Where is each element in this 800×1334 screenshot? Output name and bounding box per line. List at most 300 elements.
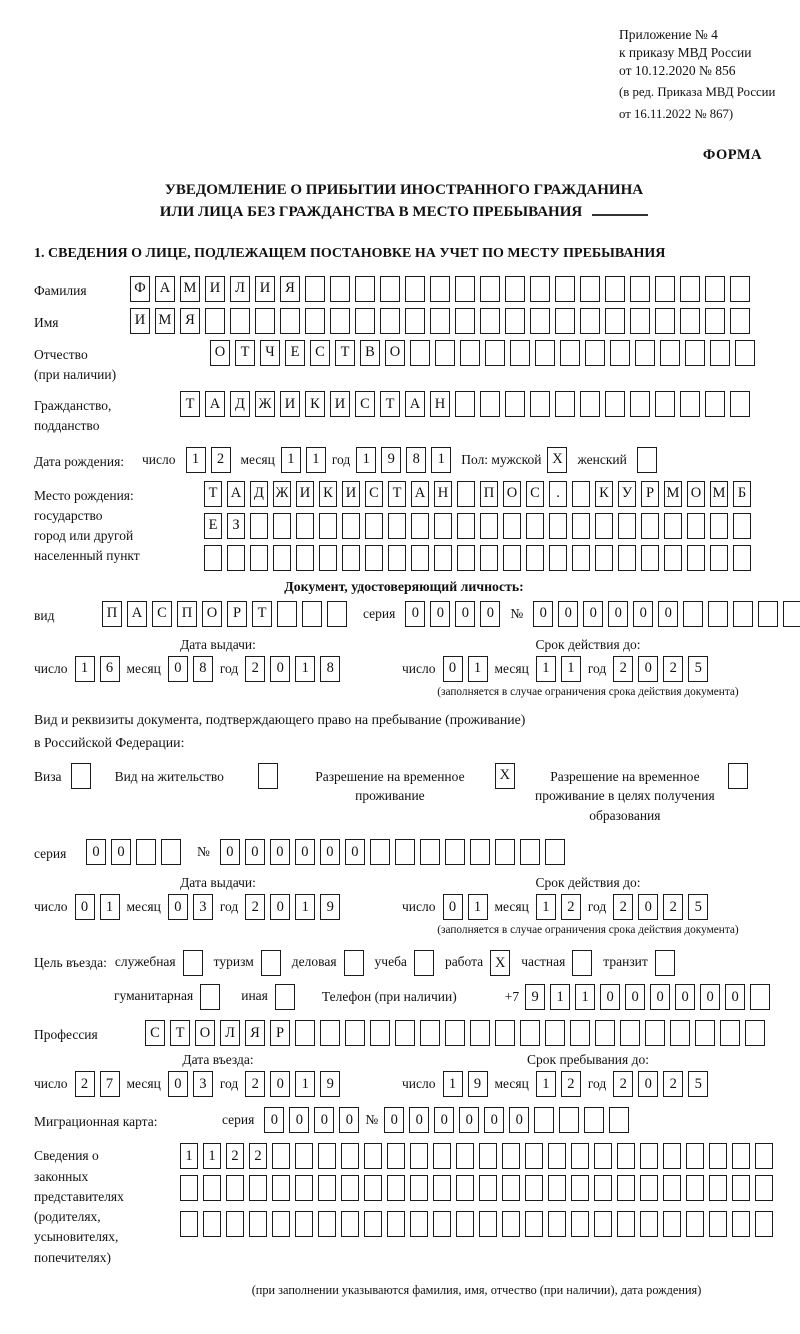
char-cell[interactable]: Л [220,1020,240,1046]
purpose-transit-checkbox[interactable] [655,950,675,976]
char-cell[interactable] [342,513,360,539]
char-cell[interactable]: Я [180,308,200,334]
char-cell[interactable]: 0 [409,1107,429,1133]
char-cell[interactable]: 0 [168,656,188,682]
char-cell[interactable]: О [202,601,222,627]
char-cell[interactable] [380,308,400,334]
char-cell[interactable] [445,839,465,865]
char-cell[interactable] [370,839,390,865]
char-cell[interactable]: 1 [536,1071,556,1097]
char-cell[interactable]: 1 [75,656,95,682]
char-cell[interactable]: 0 [558,601,578,627]
char-cell[interactable]: Т [252,601,272,627]
char-cell[interactable] [318,1143,336,1169]
char-cell[interactable]: 2 [226,1143,244,1169]
char-cell[interactable]: 2 [613,656,633,682]
char-cell[interactable]: Р [270,1020,290,1046]
char-cell[interactable]: 0 [339,1107,359,1133]
char-cell[interactable] [735,340,755,366]
char-cell[interactable] [572,481,590,507]
char-cell[interactable] [203,1211,221,1237]
char-cell[interactable] [559,1107,579,1133]
char-cell[interactable] [732,1175,750,1201]
char-cell[interactable]: А [155,276,175,302]
purpose-private-checkbox[interactable] [572,950,592,976]
char-cell[interactable] [733,545,751,571]
char-cell[interactable]: 0 [533,601,553,627]
char-cell[interactable] [733,601,753,627]
char-cell[interactable] [635,340,655,366]
char-cell[interactable] [750,984,770,1010]
char-cell[interactable]: 0 [270,656,290,682]
char-cell[interactable] [710,340,730,366]
purpose-business-checkbox[interactable] [344,950,364,976]
char-cell[interactable] [370,1020,390,1046]
char-cell[interactable]: 0 [633,601,653,627]
char-cell[interactable] [560,340,580,366]
char-cell[interactable] [595,545,613,571]
char-cell[interactable] [645,1020,665,1046]
char-cell[interactable]: 1 [295,1071,315,1097]
char-cell[interactable]: 3 [193,894,213,920]
char-cell[interactable] [708,601,728,627]
char-cell[interactable]: 0 [434,1107,454,1133]
char-cell[interactable]: У [618,481,636,507]
char-cell[interactable]: 2 [561,1071,581,1097]
char-cell[interactable]: 0 [480,601,500,627]
char-cell[interactable] [405,308,425,334]
char-cell[interactable] [520,1020,540,1046]
char-cell[interactable] [230,308,250,334]
char-cell[interactable]: Н [430,391,450,417]
char-cell[interactable] [530,276,550,302]
char-cell[interactable]: 2 [245,894,265,920]
char-cell[interactable] [455,308,475,334]
char-cell[interactable] [663,1211,681,1237]
char-cell[interactable] [510,340,530,366]
char-cell[interactable] [503,545,521,571]
purpose-other-checkbox[interactable] [275,984,295,1010]
char-cell[interactable] [342,545,360,571]
char-cell[interactable] [525,1143,543,1169]
char-cell[interactable]: А [205,391,225,417]
char-cell[interactable] [456,1211,474,1237]
char-cell[interactable] [495,1020,515,1046]
char-cell[interactable]: 0 [86,839,106,865]
char-cell[interactable] [640,1175,658,1201]
purpose-work-checkbox[interactable]: X [490,950,510,976]
char-cell[interactable] [584,1107,604,1133]
char-cell[interactable]: Р [227,601,247,627]
char-cell[interactable] [355,308,375,334]
char-cell[interactable]: 0 [345,839,365,865]
char-cell[interactable]: 0 [405,601,425,627]
char-cell[interactable] [655,391,675,417]
char-cell[interactable]: 1 [356,447,376,473]
char-cell[interactable] [457,481,475,507]
char-cell[interactable] [630,308,650,334]
char-cell[interactable]: 2 [245,656,265,682]
char-cell[interactable] [305,308,325,334]
char-cell[interactable] [319,545,337,571]
char-cell[interactable] [655,308,675,334]
char-cell[interactable] [730,308,750,334]
char-cell[interactable] [535,340,555,366]
char-cell[interactable] [705,391,725,417]
char-cell[interactable] [420,1020,440,1046]
char-cell[interactable]: 0 [111,839,131,865]
char-cell[interactable] [430,276,450,302]
temp-residence-checkbox[interactable]: X [495,763,515,789]
char-cell[interactable] [594,1211,612,1237]
char-cell[interactable] [295,1211,313,1237]
char-cell[interactable] [430,308,450,334]
char-cell[interactable]: И [280,391,300,417]
char-cell[interactable] [505,276,525,302]
char-cell[interactable]: Т [180,391,200,417]
char-cell[interactable] [433,1143,451,1169]
char-cell[interactable]: Ф [130,276,150,302]
char-cell[interactable] [410,1175,428,1201]
char-cell[interactable]: П [177,601,197,627]
char-cell[interactable]: Т [170,1020,190,1046]
char-cell[interactable]: 0 [443,656,463,682]
char-cell[interactable] [549,545,567,571]
char-cell[interactable] [548,1143,566,1169]
sex-male-checkbox[interactable]: X [547,447,567,473]
char-cell[interactable]: Д [230,391,250,417]
char-cell[interactable]: А [227,481,245,507]
char-cell[interactable]: 2 [245,1071,265,1097]
char-cell[interactable] [387,1211,405,1237]
char-cell[interactable] [686,1175,704,1201]
char-cell[interactable] [526,513,544,539]
char-cell[interactable]: 0 [289,1107,309,1133]
char-cell[interactable] [526,545,544,571]
char-cell[interactable] [502,1143,520,1169]
char-cell[interactable] [709,1211,727,1237]
char-cell[interactable]: 0 [658,601,678,627]
char-cell[interactable] [549,513,567,539]
char-cell[interactable]: 1 [431,447,451,473]
char-cell[interactable] [295,1020,315,1046]
char-cell[interactable] [455,391,475,417]
char-cell[interactable]: 3 [193,1071,213,1097]
char-cell[interactable] [685,340,705,366]
char-cell[interactable] [435,340,455,366]
char-cell[interactable]: 9 [525,984,545,1010]
char-cell[interactable]: 1 [186,447,206,473]
char-cell[interactable]: 2 [663,1071,683,1097]
char-cell[interactable]: 8 [320,656,340,682]
char-cell[interactable] [305,276,325,302]
char-cell[interactable] [161,839,181,865]
char-cell[interactable]: 1 [550,984,570,1010]
char-cell[interactable] [365,513,383,539]
char-cell[interactable]: 1 [536,656,556,682]
char-cell[interactable] [595,513,613,539]
char-cell[interactable] [250,545,268,571]
char-cell[interactable] [341,1175,359,1201]
char-cell[interactable] [680,391,700,417]
char-cell[interactable]: 9 [381,447,401,473]
char-cell[interactable]: 1 [536,894,556,920]
char-cell[interactable] [755,1143,773,1169]
residence-permit-checkbox[interactable] [258,763,278,789]
char-cell[interactable] [226,1175,244,1201]
char-cell[interactable] [680,308,700,334]
char-cell[interactable]: Я [245,1020,265,1046]
char-cell[interactable]: М [664,481,682,507]
char-cell[interactable] [457,513,475,539]
char-cell[interactable] [480,513,498,539]
char-cell[interactable]: С [145,1020,165,1046]
char-cell[interactable]: 0 [484,1107,504,1133]
char-cell[interactable]: И [255,276,275,302]
char-cell[interactable] [410,340,430,366]
char-cell[interactable] [204,545,222,571]
char-cell[interactable] [405,276,425,302]
char-cell[interactable] [433,1211,451,1237]
char-cell[interactable] [730,391,750,417]
char-cell[interactable] [732,1211,750,1237]
char-cell[interactable] [433,1175,451,1201]
char-cell[interactable] [388,545,406,571]
char-cell[interactable] [330,276,350,302]
char-cell[interactable]: 0 [245,839,265,865]
char-cell[interactable] [745,1020,765,1046]
char-cell[interactable] [530,308,550,334]
char-cell[interactable]: С [152,601,172,627]
char-cell[interactable]: Т [235,340,255,366]
char-cell[interactable]: 9 [320,1071,340,1097]
char-cell[interactable]: 0 [455,601,475,627]
char-cell[interactable] [609,1107,629,1133]
char-cell[interactable] [710,513,728,539]
char-cell[interactable] [365,545,383,571]
char-cell[interactable]: Б [733,481,751,507]
char-cell[interactable]: 1 [295,656,315,682]
char-cell[interactable]: Л [230,276,250,302]
char-cell[interactable] [594,1175,612,1201]
char-cell[interactable] [580,276,600,302]
char-cell[interactable] [686,1211,704,1237]
char-cell[interactable]: . [549,481,567,507]
char-cell[interactable]: 0 [675,984,695,1010]
char-cell[interactable]: О [385,340,405,366]
char-cell[interactable] [364,1143,382,1169]
char-cell[interactable]: 1 [561,656,581,682]
char-cell[interactable] [395,1020,415,1046]
char-cell[interactable] [387,1143,405,1169]
char-cell[interactable] [272,1143,290,1169]
char-cell[interactable]: 0 [638,1071,658,1097]
char-cell[interactable]: 0 [725,984,745,1010]
char-cell[interactable] [203,1175,221,1201]
char-cell[interactable]: О [210,340,230,366]
char-cell[interactable]: Д [250,481,268,507]
char-cell[interactable] [605,308,625,334]
char-cell[interactable] [640,1211,658,1237]
char-cell[interactable] [273,545,291,571]
char-cell[interactable]: 2 [249,1143,267,1169]
char-cell[interactable] [411,513,429,539]
char-cell[interactable] [355,276,375,302]
char-cell[interactable] [695,1020,715,1046]
char-cell[interactable]: С [526,481,544,507]
char-cell[interactable] [180,1175,198,1201]
char-cell[interactable] [480,308,500,334]
char-cell[interactable]: А [405,391,425,417]
char-cell[interactable] [250,513,268,539]
char-cell[interactable] [758,601,778,627]
char-cell[interactable]: 0 [75,894,95,920]
char-cell[interactable]: С [310,340,330,366]
char-cell[interactable] [720,1020,740,1046]
char-cell[interactable] [548,1175,566,1201]
char-cell[interactable] [318,1175,336,1201]
char-cell[interactable] [226,1211,244,1237]
char-cell[interactable]: И [296,481,314,507]
char-cell[interactable]: 0 [220,839,240,865]
char-cell[interactable] [364,1175,382,1201]
char-cell[interactable] [457,545,475,571]
char-cell[interactable]: 8 [406,447,426,473]
char-cell[interactable]: 2 [613,894,633,920]
char-cell[interactable]: 8 [193,656,213,682]
char-cell[interactable]: 0 [600,984,620,1010]
char-cell[interactable]: Е [204,513,222,539]
char-cell[interactable]: К [305,391,325,417]
char-cell[interactable]: Ж [255,391,275,417]
char-cell[interactable]: 9 [320,894,340,920]
char-cell[interactable] [655,276,675,302]
char-cell[interactable]: 0 [430,601,450,627]
char-cell[interactable]: И [342,481,360,507]
char-cell[interactable]: 1 [281,447,301,473]
char-cell[interactable] [663,1175,681,1201]
char-cell[interactable] [605,276,625,302]
char-cell[interactable] [571,1175,589,1201]
char-cell[interactable]: 0 [270,839,290,865]
char-cell[interactable] [709,1143,727,1169]
char-cell[interactable] [783,601,800,627]
char-cell[interactable]: 2 [663,656,683,682]
char-cell[interactable]: 1 [100,894,120,920]
char-cell[interactable] [730,276,750,302]
char-cell[interactable]: 0 [509,1107,529,1133]
char-cell[interactable]: 2 [613,1071,633,1097]
char-cell[interactable] [620,1020,640,1046]
char-cell[interactable] [580,391,600,417]
char-cell[interactable] [136,839,156,865]
char-cell[interactable] [571,1143,589,1169]
char-cell[interactable] [302,601,322,627]
char-cell[interactable] [686,1143,704,1169]
char-cell[interactable]: 0 [295,839,315,865]
char-cell[interactable]: А [127,601,147,627]
char-cell[interactable]: Т [388,481,406,507]
char-cell[interactable] [460,340,480,366]
char-cell[interactable] [595,1020,615,1046]
char-cell[interactable] [594,1143,612,1169]
char-cell[interactable]: Ч [260,340,280,366]
char-cell[interactable] [327,601,347,627]
char-cell[interactable] [388,513,406,539]
char-cell[interactable] [755,1211,773,1237]
char-cell[interactable]: 1 [306,447,326,473]
char-cell[interactable]: 0 [625,984,645,1010]
char-cell[interactable] [555,276,575,302]
char-cell[interactable] [571,1211,589,1237]
char-cell[interactable] [295,1175,313,1201]
char-cell[interactable] [617,1211,635,1237]
char-cell[interactable]: 2 [561,894,581,920]
char-cell[interactable] [572,545,590,571]
char-cell[interactable] [205,308,225,334]
char-cell[interactable]: О [687,481,705,507]
char-cell[interactable] [710,545,728,571]
char-cell[interactable]: 1 [295,894,315,920]
char-cell[interactable]: 7 [100,1071,120,1097]
char-cell[interactable] [456,1175,474,1201]
char-cell[interactable] [410,1211,428,1237]
char-cell[interactable]: 0 [443,894,463,920]
char-cell[interactable]: 0 [608,601,628,627]
char-cell[interactable] [480,276,500,302]
char-cell[interactable] [580,308,600,334]
char-cell[interactable]: 0 [583,601,603,627]
char-cell[interactable]: 0 [168,1071,188,1097]
char-cell[interactable]: К [595,481,613,507]
char-cell[interactable] [277,601,297,627]
char-cell[interactable]: 0 [314,1107,334,1133]
char-cell[interactable] [330,308,350,334]
char-cell[interactable] [687,545,705,571]
char-cell[interactable] [670,1020,690,1046]
char-cell[interactable] [680,276,700,302]
char-cell[interactable] [618,513,636,539]
char-cell[interactable]: 0 [459,1107,479,1133]
char-cell[interactable] [470,839,490,865]
char-cell[interactable]: 1 [468,894,488,920]
char-cell[interactable] [585,340,605,366]
char-cell[interactable]: 1 [180,1143,198,1169]
char-cell[interactable]: 5 [688,1071,708,1097]
temp-residence-education-checkbox[interactable] [728,763,748,789]
char-cell[interactable] [411,545,429,571]
char-cell[interactable]: А [411,481,429,507]
char-cell[interactable]: М [180,276,200,302]
char-cell[interactable]: О [503,481,521,507]
char-cell[interactable] [660,340,680,366]
char-cell[interactable] [345,1020,365,1046]
char-cell[interactable]: 0 [638,656,658,682]
char-cell[interactable]: 2 [663,894,683,920]
char-cell[interactable] [530,391,550,417]
char-cell[interactable]: О [195,1020,215,1046]
char-cell[interactable] [525,1175,543,1201]
char-cell[interactable] [663,1143,681,1169]
char-cell[interactable] [572,513,590,539]
sex-female-checkbox[interactable] [637,447,657,473]
char-cell[interactable] [341,1211,359,1237]
char-cell[interactable] [709,1175,727,1201]
char-cell[interactable]: 2 [211,447,231,473]
char-cell[interactable]: И [205,276,225,302]
char-cell[interactable] [249,1175,267,1201]
char-cell[interactable] [605,391,625,417]
